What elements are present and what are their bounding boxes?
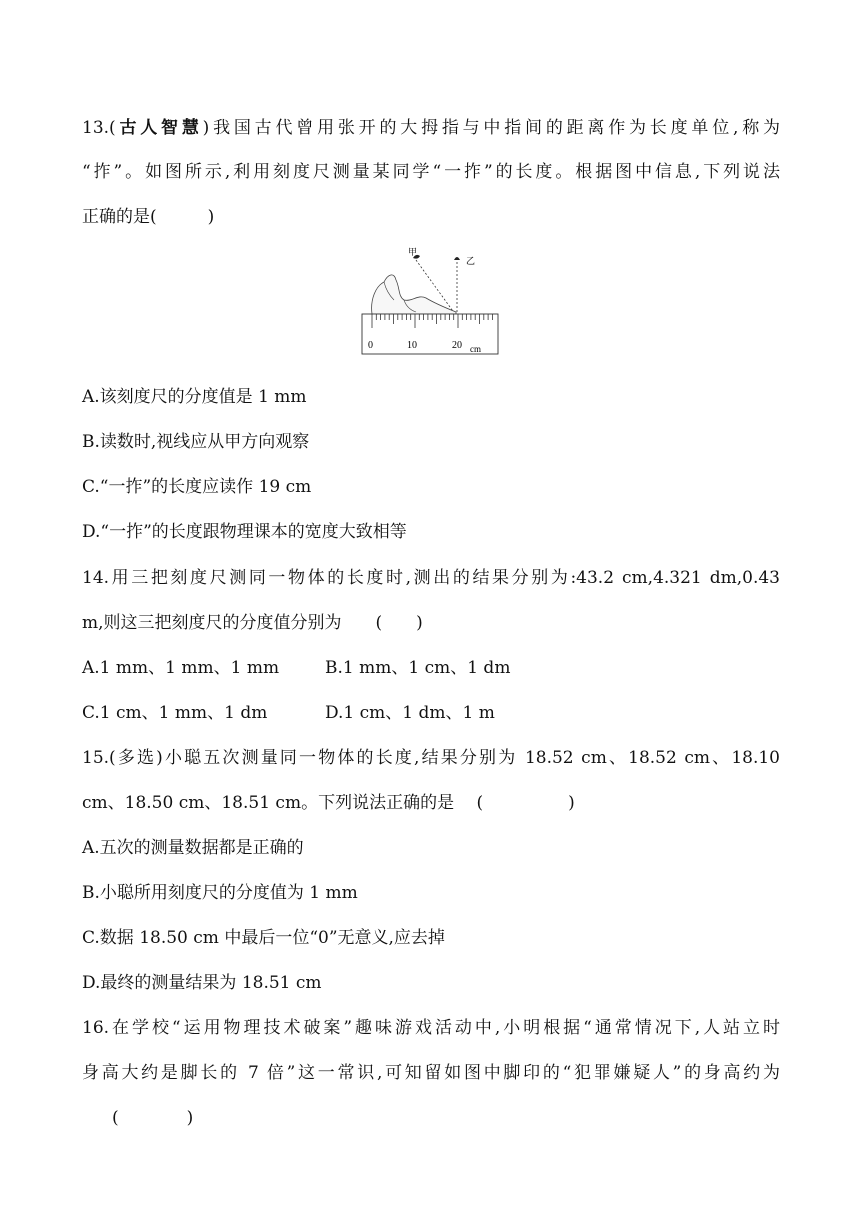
q14-option-a: A.1 mm、1 mm、1 mm — [82, 658, 280, 678]
q14-option-c: C.1 cm、1 mm、1 dm — [82, 703, 268, 723]
q16-line2: 身高大约是脚长的 7 倍”这一常识,可知留如图中脚印的“犯罪嫌疑人”的身高约为 — [82, 1063, 780, 1083]
q15-option-b: B.小聪所用刻度尺的分度值为 1 mm — [82, 883, 358, 903]
q15-line1: 15.(多选)小聪五次测量同一物体的长度,结果分别为 18.52 cm、18.52 cm、18.10 — [82, 748, 780, 768]
q13-number: 13.( — [82, 118, 116, 138]
q16-line3: ( ) — [112, 1108, 194, 1128]
q14-line1: 14.用三把刻度尺测同一物体的长度时,测出的结果分别为:43.2 cm,4.321 dm,0.43 — [82, 568, 780, 588]
tick-label-20: 20 — [452, 340, 462, 351]
q13-option-c: C.“一拃”的长度应读作 19 cm — [82, 477, 312, 497]
tick-label-10: 10 — [407, 340, 417, 351]
tick-unit: cm — [470, 344, 481, 354]
label-yi: 乙 — [466, 256, 476, 266]
q13-option-d: D.“一拃”的长度跟物理课本的宽度大致相等 — [82, 522, 407, 542]
q13-option-a: A.该刻度尺的分度值是 1 mm — [82, 387, 307, 407]
q14-line2: m,则这三把刻度尺的分度值分别为 ( ) — [82, 613, 423, 633]
q13-option-b: B.读数时,视线应从甲方向观察 — [82, 432, 310, 452]
q13-line3: 正确的是( ) — [82, 207, 215, 227]
q13-line1 — [82, 116, 780, 140]
q13-line1-text: )我国古代曾用张开的大拇指与中指间的距离作为长度单位,称为 — [202, 118, 780, 138]
q16-line1: 16.在学校“运用物理技术破案”趣味游戏活动中,小明根据“通常情况下,人站立时 — [82, 1018, 780, 1038]
q15-line2: cm、18.50 cm、18.51 cm。下列说法正确的是 ( ) — [82, 793, 575, 813]
q13-tag: 古人智慧 — [115, 118, 203, 138]
q15-option-d: D.最终的测量结果为 18.51 cm — [82, 973, 322, 993]
q15-option-c: C.数据 18.50 cm 中最后一位“0”无意义,应去掉 — [82, 928, 445, 948]
q14-option-d: D.1 cm、1 dm、1 m — [325, 703, 495, 723]
tick-label-0: 0 — [368, 340, 373, 351]
q15-option-a: A.五次的测量数据都是正确的 — [82, 838, 304, 858]
label-jia: 甲 — [408, 247, 418, 257]
q13-line2: “拃”。如图所示,利用刻度尺测量某同学“一拃”的长度。根据图中信息,下列说法 — [82, 162, 780, 182]
q14-option-b: B.1 mm、1 cm、1 dm — [325, 658, 511, 678]
ruler-figure — [360, 244, 500, 356]
